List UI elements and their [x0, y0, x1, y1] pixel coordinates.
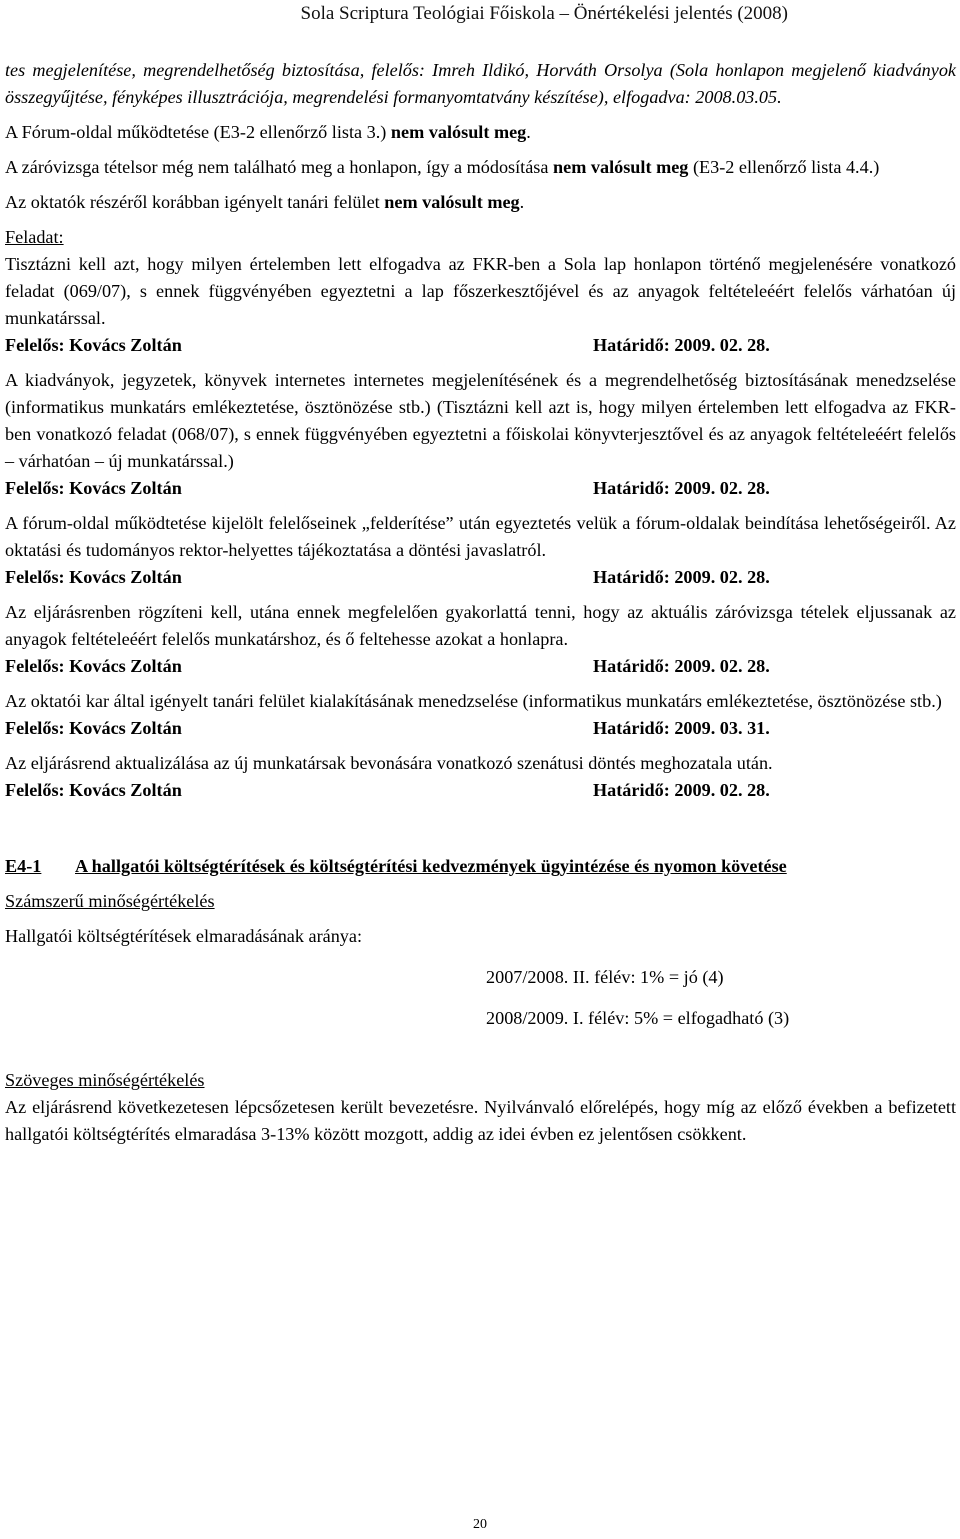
section-title: A hallgatói költségtérítések és költségtérítési kedvezmények ügyintézése és nyomon követése — [75, 856, 787, 876]
task-text: A kiadványok, jegyzetek, könyvek internetes internetes megjelenítésének és a megrendelhetőség biztosításának menedzselése (informatikus munkatárs emlékeztetése, ösztönözése stb.) (Tisztázni kell azt is, hogy milyen értelemben lett elfogadva az FKR-ben vonatkozó feladat (068/07), s ennek függvényében egyeztetni a főiskolai könyvterjesztővel és az anyagok feltételeéért felelős – várhatóan – új munkatárssal.) — [5, 370, 956, 471]
responsible-line — [5, 653, 956, 680]
task-item — [5, 599, 956, 680]
rate-item: 2007/2008. II. félév: 1% = jó (4) — [486, 967, 724, 987]
task-text: Az eljárásrenben rögzíteni kell, utána ennek megfelelően gyakorlattá tenni, hogy az aktuális záróvizsga tételek eljussanak az anyagok feltételeéért felelős munkatárshoz, és ő feltehesse azokat a honlapra. — [5, 602, 956, 649]
intro-italic-paragraph: tes megjelenítése, megrendelhetőség biztosítása, felelős: Imreh Ildikó, Horváth Orsolya (Sola honlapon megjelenő kiadványok összegyűjtése, fényképes illusztrációja, megrendelési formanyomtatvány készítése), elfogadva: 2008.03.05. — [5, 60, 956, 107]
task-item — [5, 367, 956, 502]
responsible-person: Felelős: Kovács Zoltán — [5, 478, 182, 498]
task-text: Tisztázni kell azt, hogy milyen értelemben lett elfogadva az FKR-ben a Sola lap honlapon történő megjelenésére vonatkozó feladat (069/07), s ennek függvényében egyeztetni a lap főszerkesztőjével és az anyagok feltételeéért felelős várhatóan új munkatárssal. — [5, 254, 956, 328]
document-body — [5, 57, 956, 1148]
responsible-line — [5, 475, 956, 502]
quantitative-label: Hallgatói költségtérítések elmaradásának aránya: — [5, 926, 363, 946]
responsible-person: Felelős: Kovács Zoltán — [5, 335, 182, 355]
responsible-person: Felelős: Kovács Zoltán — [5, 718, 182, 738]
responsible-line — [5, 715, 956, 742]
quantitative-heading: Számszerű minőségértékelés — [5, 891, 215, 911]
deadline: Határidő: 2009. 02. 28. — [593, 478, 770, 498]
responsible-line — [5, 777, 956, 804]
exam-status-paragraph: A záróvizsga tételsor még nem található meg a honlapon, így a módosítása nem valósult meg (E3-2 ellenőrző lista 4.4.) — [5, 157, 880, 177]
task-text: Az oktatói kar által igényelt tanári felület kialakításának menedzselése (informatikus munkatárs emlékeztetése, ösztönözése stb.) — [5, 691, 942, 711]
task-item — [5, 688, 956, 742]
section-code: E4-1 — [5, 856, 42, 876]
responsible-person: Felelős: Kovács Zoltán — [5, 656, 182, 676]
responsible-person: Felelős: Kovács Zoltán — [5, 780, 182, 800]
task-text: A fórum-oldal működtetése kijelölt felelőseinek „felderítése” után egyeztetés velük a fórum-oldalak beindítása lehetőségeiről. Az oktatási és tudományos rektor-helyettes tájékoztatása a döntési javaslatról. — [5, 513, 956, 560]
deadline: Határidő: 2009. 02. 28. — [593, 656, 770, 676]
deadline: Határidő: 2009. 02. 28. — [593, 335, 770, 355]
rate-item: 2008/2009. I. félév: 5% = elfogadható (3) — [486, 1008, 790, 1028]
responsible-person: Felelős: Kovács Zoltán — [5, 567, 182, 587]
task-item — [5, 251, 956, 359]
deadline: Határidő: 2009. 02. 28. — [593, 567, 770, 587]
task-item — [5, 510, 956, 591]
deadline: Határidő: 2009. 03. 31. — [593, 718, 770, 738]
responsible-line — [5, 564, 956, 591]
task-heading: Feladat: — [5, 227, 64, 247]
section-heading — [5, 853, 956, 880]
task-item — [5, 750, 956, 804]
page-number: 20 — [473, 1517, 487, 1532]
task-text: Az eljárásrend aktualizálása az új munkatársak bevonására vonatkozó szenátusi döntés meghozatala után. — [5, 753, 773, 773]
running-header: Sola Scriptura Teológiai Főiskola – Önértékelési jelentés (2008) — [300, 3, 788, 24]
deadline: Határidő: 2009. 02. 28. — [593, 780, 770, 800]
forum-status-paragraph: A Fórum-oldal működtetése (E3-2 ellenőrző lista 3.) nem valósult meg. — [5, 122, 531, 142]
responsible-line — [5, 332, 956, 359]
teacher-interface-paragraph: Az oktatók részéről korábban igényelt tanári felület nem valósult meg. — [5, 192, 525, 212]
text-evaluation-heading: Szöveges minőségértékelés — [5, 1070, 205, 1090]
text-evaluation-body: Az eljárásrend következetesen lépcsőzetesen került bevezetésre. Nyilvánvaló előrelépés, hogy míg az előző években a befizetett hallgatói költségtérítés elmaradása 3-13% között mozgott, addig az idei évben ez jelentősen csökkent. — [5, 1097, 956, 1144]
